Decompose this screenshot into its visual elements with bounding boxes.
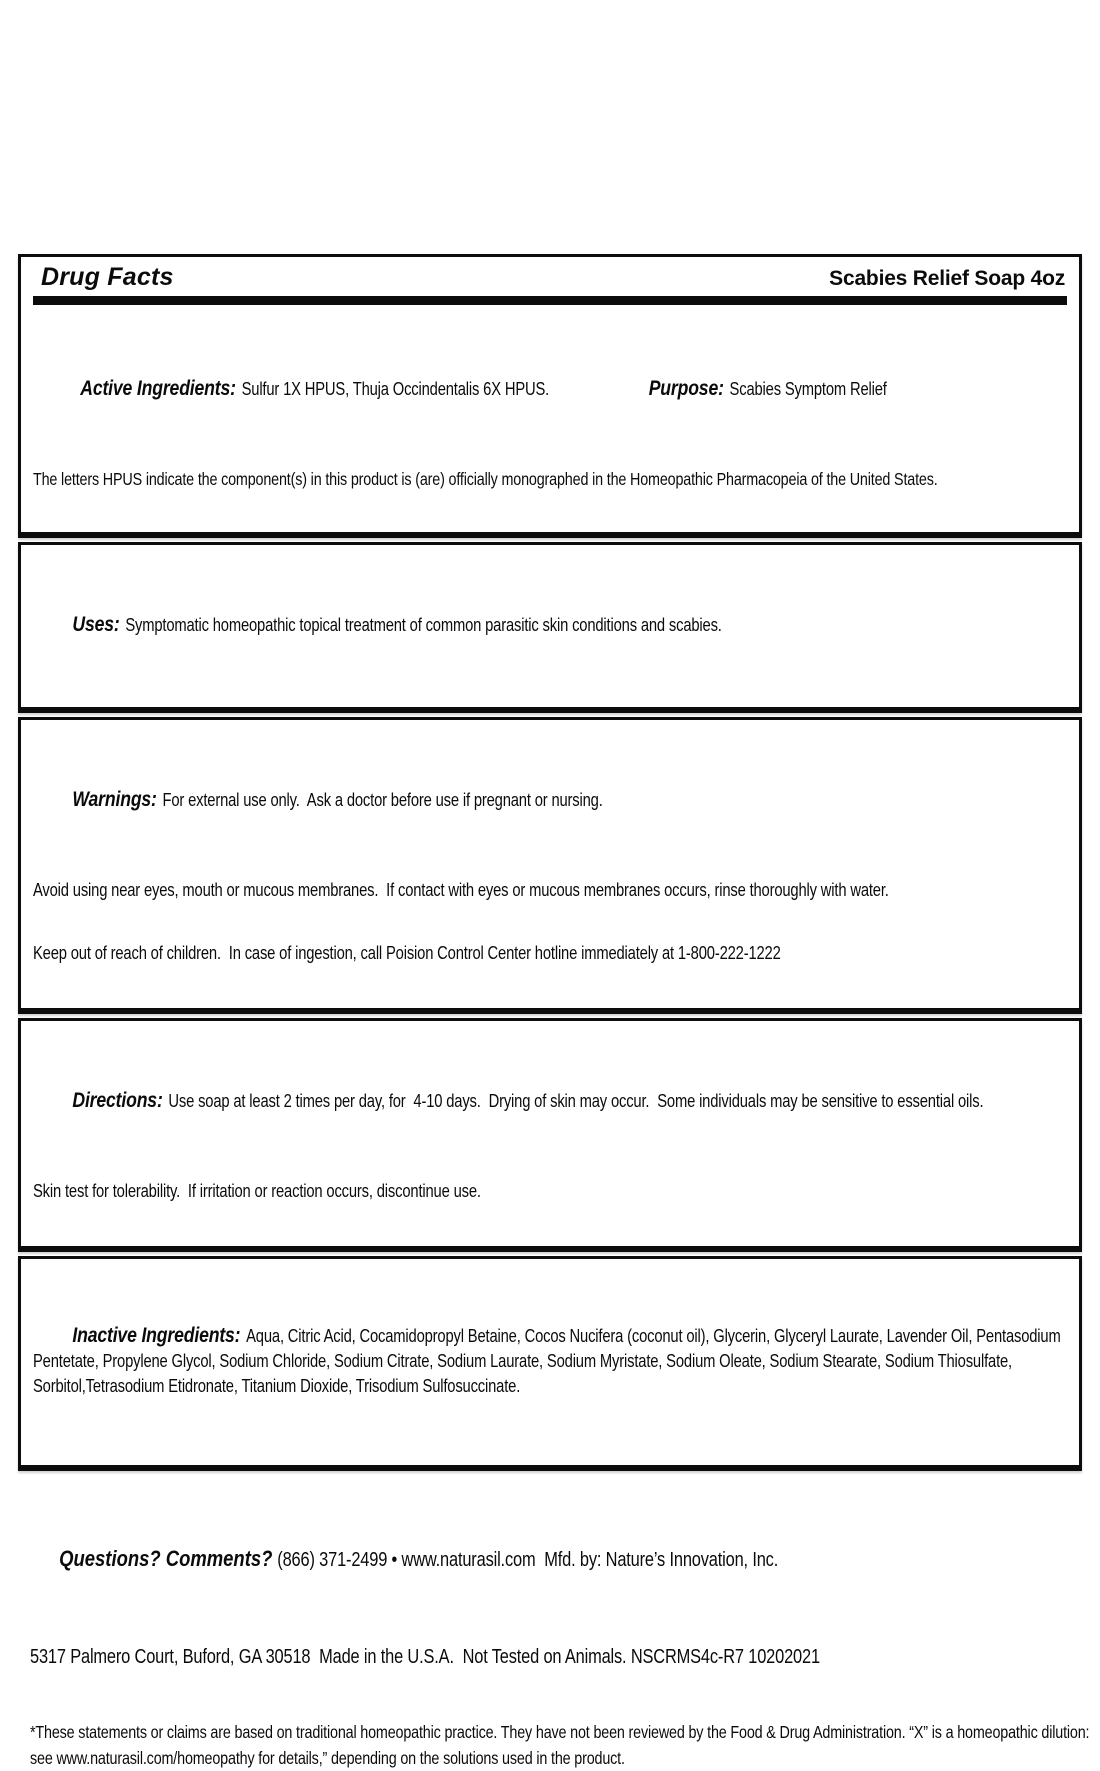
active-ingredients — [33, 346, 601, 431]
header-and-active-box — [18, 254, 1082, 538]
active-ingredients-row — [33, 346, 1067, 431]
inactive-ingredients-text: Aqua, Citric Acid, Cocamidopropyl Betaine, Cocos Nucifera (coconut oil), Glycerin, Glyceryl Laurate, Lavender Oil, Pentasodium Pentetate, Propylene Glycol, Sodium Chloride, Sodium Citrate, Sodium Laurate, Sodium Myristate, Sodium Oleate, Sodium Stearate, Sodium Thiosulfate, Sorbitol,Tetrasodium Etidronate, Titanium Dioxide, Trisodium Sulfosuccinate. — [33, 1326, 1065, 1396]
warnings-line-3: Keep out of reach of children. In case of ingestion, call Poision Control Center hotline immediately at 1-800-222-1222 — [33, 943, 781, 963]
homeopathic-disclaimer: *These statements or claims are based on traditional homeopathic practice. They have not been reviewed by the Food & Drug Administration. “X” is a homeopathic dilution: see www.naturasil.com/homeopathy for details,” depending on the solutions used in the product. — [30, 1722, 1094, 1768]
purpose-text: Scabies Symptom Relief — [729, 379, 887, 399]
label-header-row — [33, 260, 1067, 295]
active-ingredients-heading: Active Ingredients: — [80, 376, 236, 400]
directions-text-1: Use soap at least 2 times per day, for 4-10 days. Drying of skin may occur. Some individuals may be sensitive to essential oils. — [168, 1091, 984, 1111]
purpose-heading: Purpose: — [648, 376, 724, 400]
uses-section — [33, 584, 1067, 666]
contact-block — [30, 1478, 1094, 1707]
directions-heading: Directions: — [72, 1088, 163, 1112]
warnings-heading: Warnings: — [72, 787, 157, 811]
inactive-ingredients-box — [18, 1256, 1082, 1471]
purpose — [601, 346, 1066, 431]
warnings-line-1 — [33, 759, 1067, 841]
questions-comments-heading: Questions? Comments? — [59, 1546, 273, 1571]
warnings-line-2: Avoid using near eyes, mouth or mucous membranes. If contact with eyes or mucous membranes occurs, rinse thoroughly with water. — [33, 880, 889, 900]
uses-heading: Uses: — [72, 612, 120, 636]
directions-line-2: Skin test for tolerability. If irritation or reaction occurs, discontinue use. — [33, 1181, 481, 1201]
drug-facts-label — [18, 254, 1094, 1771]
product-name: Scabies Relief Soap 4oz — [829, 267, 1065, 290]
directions-box — [18, 1018, 1082, 1252]
uses-text: Symptomatic homeopathic topical treatment of common parasitic skin conditions and scabies. — [125, 615, 722, 635]
uses-box — [18, 542, 1082, 713]
directions-line-1 — [33, 1060, 1067, 1142]
drug-facts-title: Drug Facts — [41, 263, 174, 291]
inactive-ingredients-section — [33, 1298, 1067, 1424]
contact-info: (866) 371-2499 • www.naturasil.com Mfd. by: Nature’s Innovation, Inc. — [277, 1549, 779, 1571]
warnings-box — [18, 717, 1082, 1014]
header-divider-bar — [33, 296, 1067, 305]
inactive-ingredients-heading: Inactive Ingredients: — [72, 1323, 241, 1347]
active-ingredients-text: Sulfur 1X HPUS, Thuja Occindentalis 6X HPUS. — [241, 379, 550, 399]
contact-line-2: 5317 Palmero Court, Buford, GA 30518 Made in the U.S.A. Not Tested on Animals. NSCRMS4c-R7 10202021 — [30, 1646, 820, 1668]
contact-line-1 — [30, 1514, 1094, 1607]
hpus-note: The letters HPUS indicate the component(s) in this product is (are) officially monographed in the Homeopathic Pharmacopeia of the United States. — [33, 469, 938, 489]
warnings-text-1: For external use only. Ask a doctor before use if pregnant or nursing. — [162, 790, 603, 810]
